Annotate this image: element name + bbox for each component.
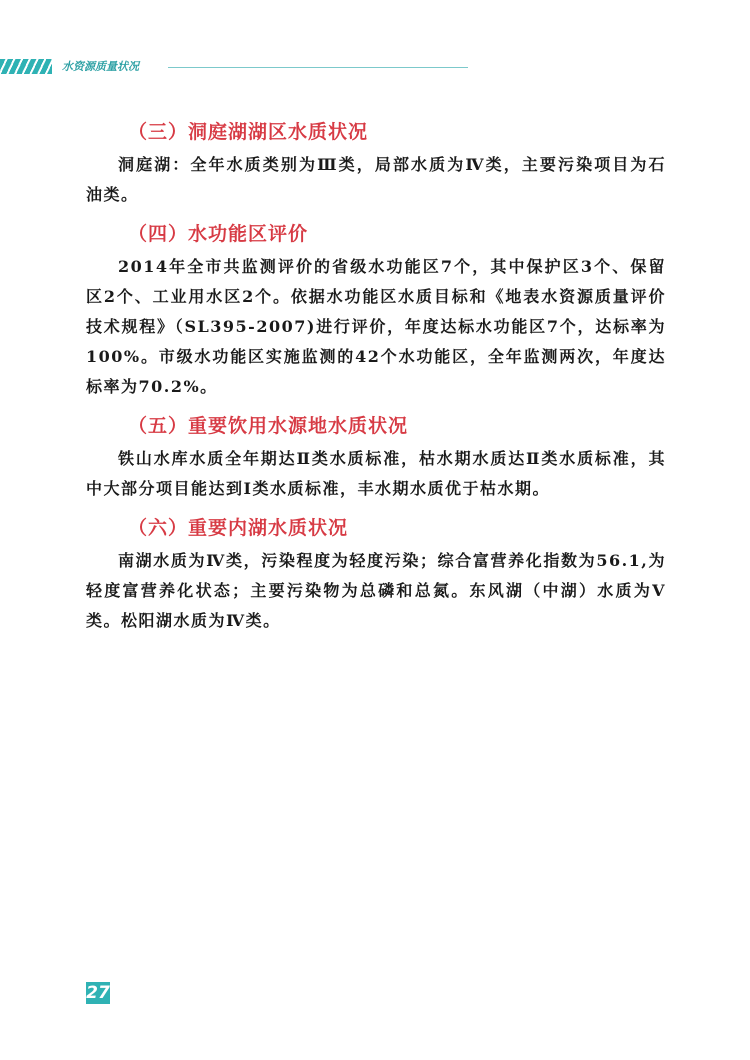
section-paragraph: 铁山水库水质全年期达Ⅱ类水质标准，枯水期水质达Ⅱ类水质标准，其中大部分项目能达到Ⅰ类水质标准，丰水期水质优于枯水期。: [86, 449, 666, 498]
header-stripe-decoration: [0, 59, 52, 74]
header-rule: [168, 67, 468, 68]
document-body: [86, 114, 666, 642]
section-paragraph: 洞庭湖：全年水质类别为Ⅲ类，局部水质为Ⅳ类，主要污染项目为石油类。: [86, 155, 666, 204]
page-header: [0, 56, 470, 78]
section-drinking-water-sources: [86, 408, 666, 504]
header-title: 水资源质量状况: [62, 60, 139, 73]
section-heading: （三）洞庭湖湖区水质状况: [128, 121, 369, 143]
section-inner-lakes: [86, 510, 666, 636]
section-paragraph: 南湖水质为Ⅳ类，污染程度为轻度污染；综合富营养化指数为56.1,为轻度富营养化状态；主要污染物为总磷和总氮。东风湖（中湖）水质为Ⅴ类。松阳湖水质为Ⅳ类。: [86, 551, 666, 630]
section-heading: （六）重要内湖水质状况: [128, 517, 349, 539]
section-water-function-zones: [86, 216, 666, 402]
section-heading: （五）重要饮用水源地水质状况: [128, 415, 409, 437]
section-dongting-lake: [86, 114, 666, 210]
section-paragraph: 2014年全市共监测评价的省级水功能区7个，其中保护区3个、保留区2个、工业用水区2个。依据水功能区水质目标和《地表水资源质量评价技术规程》（SL395-2007)进行评价，年度达标水功能区7个，达标率为100%。市级水功能区实施监测的42个水功能区，全年监测两次，年度达标率为70.2%。: [86, 257, 666, 396]
page-number: 27: [86, 983, 110, 1003]
section-heading: （四）水功能区评价: [128, 223, 309, 245]
